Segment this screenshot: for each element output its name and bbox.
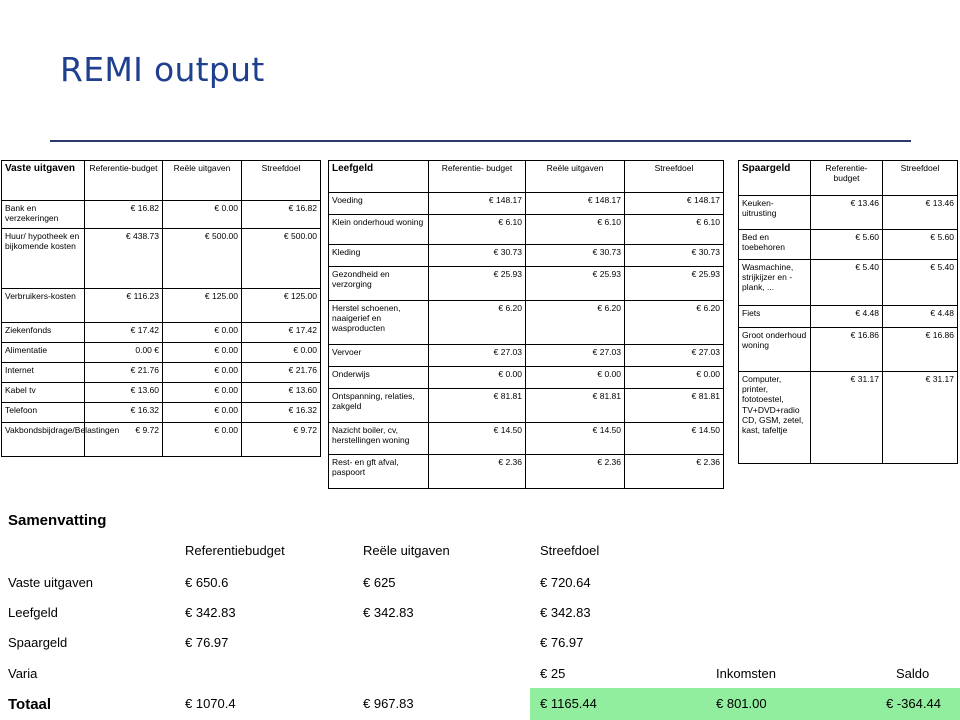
streef-value: € 27.03 xyxy=(625,345,724,367)
reel-value: € 0.00 xyxy=(163,343,242,363)
row-label: Internet xyxy=(2,363,85,383)
row-label: Vakbondsbijdrage/Belastingen xyxy=(2,423,85,457)
table-row xyxy=(739,372,958,464)
reel-value: € 81.81 xyxy=(526,389,625,423)
ref-value: € 16.32 xyxy=(85,403,163,423)
reel-value: € 0.00 xyxy=(163,423,242,457)
streef-value: € 0.00 xyxy=(242,343,321,363)
streef-value: € 25.93 xyxy=(625,267,724,301)
summary-total-saldo: € -364.44 xyxy=(886,696,941,711)
row-label: Klein onderhoud woning xyxy=(329,215,429,245)
summary-reel-value: € 625 xyxy=(363,575,396,590)
ref-value: € 148.17 xyxy=(429,193,526,215)
reel-value: € 0.00 xyxy=(163,383,242,403)
summary-total-ref: € 1070.4 xyxy=(185,696,236,711)
spaargeld-table xyxy=(738,160,958,464)
streef-value: € 16.82 xyxy=(242,201,321,229)
reel-value: € 2.36 xyxy=(526,455,625,489)
streef-value: € 5.40 xyxy=(883,260,958,306)
summary-streef-value: € 342.83 xyxy=(540,605,591,620)
row-label: Ontspanning, relaties, zakgeld xyxy=(329,389,429,423)
table-header: Leefgeld xyxy=(329,161,429,193)
summary-row-label: Spaargeld xyxy=(8,635,68,650)
ref-value: € 9.72 xyxy=(85,423,163,457)
row-label: Groot onderhoud woning xyxy=(739,328,811,372)
ref-value: € 5.60 xyxy=(811,230,883,260)
row-label: Bed en toebehoren xyxy=(739,230,811,260)
reel-value: € 27.03 xyxy=(526,345,625,367)
row-label: Alimentatie xyxy=(2,343,85,363)
row-label: Nazicht boiler, cv, herstellingen woning xyxy=(329,423,429,455)
ref-value: € 0.00 xyxy=(429,367,526,389)
streef-value: € 13.60 xyxy=(242,383,321,403)
row-label: Rest- en gft afval, paspoort xyxy=(329,455,429,489)
reel-value: € 6.20 xyxy=(526,301,625,345)
streef-value: € 9.72 xyxy=(242,423,321,457)
streef-value: € 6.10 xyxy=(625,215,724,245)
reel-value: € 0.00 xyxy=(163,363,242,383)
summary-col-ref: Referentiebudget xyxy=(185,543,285,558)
row-label: Keuken-uitrusting xyxy=(739,196,811,230)
streef-value: € 16.86 xyxy=(883,328,958,372)
leefgeld-table xyxy=(328,160,724,489)
ref-value: € 13.60 xyxy=(85,383,163,403)
table-row xyxy=(329,345,724,367)
summary-ref-value: € 342.83 xyxy=(185,605,236,620)
ref-value: 0.00 € xyxy=(85,343,163,363)
reel-value: € 0.00 xyxy=(163,323,242,343)
streef-value: € 21.76 xyxy=(242,363,321,383)
summary-total-label: Totaal xyxy=(8,696,52,713)
table-header: Spaargeld xyxy=(739,161,811,196)
summary-streef-value: € 720.64 xyxy=(540,575,591,590)
ref-value: € 438.73 xyxy=(85,229,163,289)
table-header: Referentie- budget xyxy=(429,161,526,193)
table-row xyxy=(2,229,321,289)
summary-streef-value: € 76.97 xyxy=(540,635,584,650)
summary-heading: Samenvatting xyxy=(8,512,107,529)
streef-value: € 31.17 xyxy=(883,372,958,464)
reel-value: € 125.00 xyxy=(163,289,242,323)
ref-value: € 81.81 xyxy=(429,389,526,423)
row-label: Verbruikers-kosten xyxy=(2,289,85,323)
table-row xyxy=(2,383,321,403)
summary-total-reel: € 967.83 xyxy=(363,696,414,711)
row-label: Telefoon xyxy=(2,403,85,423)
table-header: Streefdoel xyxy=(242,161,321,201)
table-row xyxy=(2,363,321,383)
reel-value: € 148.17 xyxy=(526,193,625,215)
ref-value: € 31.17 xyxy=(811,372,883,464)
summary-streef-value: € 25 xyxy=(540,666,566,681)
streef-value: € 14.50 xyxy=(625,423,724,455)
streef-value: € 5.60 xyxy=(883,230,958,260)
ref-value: € 13.46 xyxy=(811,196,883,230)
table-row xyxy=(2,201,321,229)
table-header: Reële uitgaven xyxy=(163,161,242,201)
table-header: Referentie-budget xyxy=(811,161,883,196)
streef-value: € 500.00 xyxy=(242,229,321,289)
ref-value: € 21.76 xyxy=(85,363,163,383)
reel-value: € 25.93 xyxy=(526,267,625,301)
table-row xyxy=(739,306,958,328)
summary-row-label: Leefgeld xyxy=(8,605,58,620)
ref-value: € 116.23 xyxy=(85,289,163,323)
table-header: Streefdoel xyxy=(883,161,958,196)
table-row xyxy=(329,389,724,423)
table-row xyxy=(2,423,321,457)
streef-value: € 125.00 xyxy=(242,289,321,323)
table-row xyxy=(329,301,724,345)
row-label: Wasmachine, strijkijzer en -plank, ... xyxy=(739,260,811,306)
table-row xyxy=(329,215,724,245)
summary-section xyxy=(0,500,960,720)
ref-value: € 4.48 xyxy=(811,306,883,328)
row-label: Kleding xyxy=(329,245,429,267)
summary-col-streef: Streefdoel xyxy=(540,543,600,558)
reel-value: € 0.00 xyxy=(526,367,625,389)
streef-value: € 81.81 xyxy=(625,389,724,423)
table-row xyxy=(329,193,724,215)
row-label: Computer, printer, fototoestel, TV+DVD+radio CD, GSM, zetel, kast, tafeltje xyxy=(739,372,811,464)
title-divider xyxy=(50,140,911,142)
row-label: Fiets xyxy=(739,306,811,328)
summary-ref-value: € 650.6 xyxy=(185,575,229,590)
summary-total-inkomsten: € 801.00 xyxy=(716,696,767,711)
table-row xyxy=(329,267,724,301)
summary-row-label: Vaste uitgaven xyxy=(8,575,94,590)
ref-value: € 17.42 xyxy=(85,323,163,343)
summary-ref-value: € 76.97 xyxy=(185,635,229,650)
row-label: Onderwijs xyxy=(329,367,429,389)
page-title: REMI output xyxy=(60,50,265,89)
table-row xyxy=(329,367,724,389)
streef-value: € 0.00 xyxy=(625,367,724,389)
row-label: Herstel schoenen, naaigerief en wasproducten xyxy=(329,301,429,345)
ref-value: € 14.50 xyxy=(429,423,526,455)
ref-value: € 6.20 xyxy=(429,301,526,345)
summary-col-saldo: Saldo xyxy=(896,666,930,681)
row-label: Huur/ hypotheek en bijkomende kosten xyxy=(2,229,85,289)
reel-value: € 14.50 xyxy=(526,423,625,455)
table-header: Referentie-budget xyxy=(85,161,163,201)
ref-value: € 5.40 xyxy=(811,260,883,306)
streef-value: € 148.17 xyxy=(625,193,724,215)
ref-value: € 16.82 xyxy=(85,201,163,229)
row-label: Bank en verzekeringen xyxy=(2,201,85,229)
streef-value: € 2.36 xyxy=(625,455,724,489)
reel-value: € 0.00 xyxy=(163,201,242,229)
table-row xyxy=(2,403,321,423)
row-label: Voeding xyxy=(329,193,429,215)
summary-reel-value: € 342.83 xyxy=(363,605,414,620)
table-row xyxy=(2,343,321,363)
streef-value: € 4.48 xyxy=(883,306,958,328)
ref-value: € 30.73 xyxy=(429,245,526,267)
table-row xyxy=(739,196,958,230)
table-row xyxy=(2,289,321,323)
table-row xyxy=(2,323,321,343)
ref-value: € 2.36 xyxy=(429,455,526,489)
table-row xyxy=(739,260,958,306)
ref-value: € 6.10 xyxy=(429,215,526,245)
ref-value: € 25.93 xyxy=(429,267,526,301)
table-row xyxy=(739,230,958,260)
reel-value: € 6.10 xyxy=(526,215,625,245)
row-label: Ziekenfonds xyxy=(2,323,85,343)
row-label: Vervoer xyxy=(329,345,429,367)
ref-value: € 16.86 xyxy=(811,328,883,372)
row-label: Kabel tv xyxy=(2,383,85,403)
ref-value: € 27.03 xyxy=(429,345,526,367)
streef-value: € 16.32 xyxy=(242,403,321,423)
vaste-uitgaven-table xyxy=(1,160,321,457)
row-label: Gezondheid en verzorging xyxy=(329,267,429,301)
summary-row-label: Varia xyxy=(8,666,38,681)
summary-col-reel: Reële uitgaven xyxy=(363,543,450,558)
summary-total-streef: € 1165.44 xyxy=(540,696,597,711)
streef-value: € 30.73 xyxy=(625,245,724,267)
table-row xyxy=(329,245,724,267)
table-row xyxy=(739,328,958,372)
table-row xyxy=(329,423,724,455)
table-header: Vaste uitgaven xyxy=(2,161,85,201)
summary-col-inkomsten: Inkomsten xyxy=(716,666,776,681)
reel-value: € 0.00 xyxy=(163,403,242,423)
table-row xyxy=(329,455,724,489)
reel-value: € 30.73 xyxy=(526,245,625,267)
table-header: Streefdoel xyxy=(625,161,724,193)
reel-value: € 500.00 xyxy=(163,229,242,289)
streef-value: € 6.20 xyxy=(625,301,724,345)
streef-value: € 17.42 xyxy=(242,323,321,343)
streef-value: € 13.46 xyxy=(883,196,958,230)
table-header: Reële uitgaven xyxy=(526,161,625,193)
